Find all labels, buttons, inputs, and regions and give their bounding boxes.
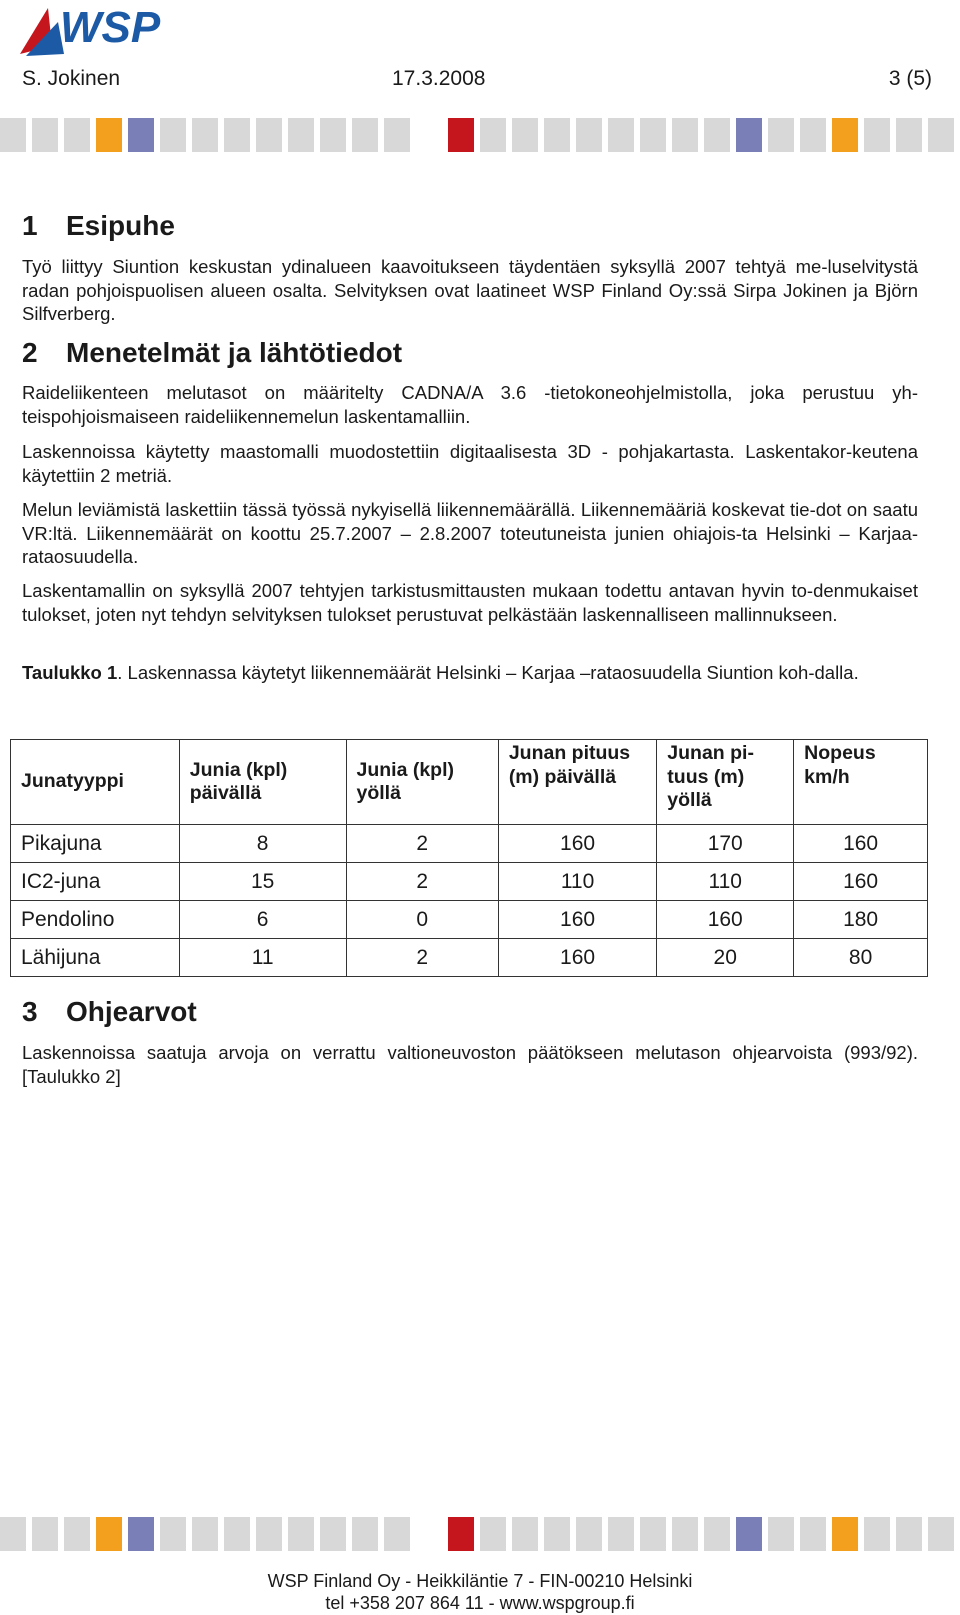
table-cell: 15	[179, 863, 346, 901]
section-2-paragraph-3: Melun leviämistä laskettiin tässä työssä nykyisellä liikennemäärällä. Liikennemääriä koskevat tie-dot on saatu VR:ltä. Liikennemäärät on koottu 25.7.2007 – 2.8.2007 toteutuneista junien ohiajois-ta Helsinki – Karjaa-rataosuudella.	[22, 499, 918, 567]
table-cell: IC2-juna	[11, 863, 180, 901]
table-header-cell: Nopeus km/h	[794, 740, 928, 825]
header-page-number: 3 (5)	[888, 67, 932, 90]
table-cell: 180	[794, 901, 928, 939]
table-header-cell: Junan pi-tuus (m) yöllä	[657, 740, 794, 825]
section-1-heading	[22, 210, 175, 242]
section-3-paragraph: Laskennoissa saatuja arvoja on verrattu valtioneuvoston päätökseen melutason ohjearvoista (993/92). [Taulukko 2]	[22, 1042, 918, 1087]
table-caption-label: Taulukko 1	[22, 662, 118, 683]
wsp-logo	[18, 2, 198, 60]
header-date: 17.3.2008	[392, 67, 486, 90]
decorative-stripe-top	[0, 118, 960, 152]
table-cell: Pikajuna	[11, 825, 180, 863]
table-cell: Lähijuna	[11, 939, 180, 977]
table-cell: 110	[498, 863, 656, 901]
table-cell: 160	[498, 939, 656, 977]
table-cell: 6	[179, 901, 346, 939]
section-2-title: Menetelmät ja lähtötiedot	[66, 337, 403, 368]
decorative-stripe-bottom	[0, 1517, 960, 1551]
traffic-volume-table	[10, 739, 928, 977]
table-header-cell: Junia (kpl) päivällä	[179, 740, 346, 825]
table-cell: 2	[346, 825, 498, 863]
table-header-row	[11, 740, 928, 825]
table-cell: 170	[657, 825, 794, 863]
header-author: S. Jokinen	[22, 67, 121, 90]
section-1-paragraph: Työ liittyy Siuntion keskustan ydinalueen kaavoitukseen täydentäen syksyllä 2007 tehtyä me-luselvitystä radan pohjoispuolisen alueen osalta. Selvityksen ovat laatineet WSP Finland Oy:ssä Sirpa Jokinen ja Björn Silfverberg.	[22, 256, 918, 324]
section-2-paragraph-1: Raideliikenteen melutasot on määritelty CADNA/A 3.6 -tietokoneohjelmistolla, joka perustuu yh-teispohjoismaiseen raideliikennemelun laskentamalliin.	[22, 382, 918, 427]
table-header-cell: Junia (kpl) yöllä	[346, 740, 498, 825]
section-1-number: 1	[22, 210, 38, 241]
section-3-title: Ohjearvot	[66, 996, 197, 1027]
table-row	[11, 863, 928, 901]
table-header-cell: Junan pituus (m) päivällä	[498, 740, 656, 825]
table-cell: 2	[346, 863, 498, 901]
table-cell: 0	[346, 901, 498, 939]
footer-address: WSP Finland Oy - Heikkiläntie 7 - FIN-00210 Helsinki	[267, 1571, 693, 1591]
table-cell: 8	[179, 825, 346, 863]
section-1-title: Esipuhe	[66, 210, 175, 241]
table-cell: 11	[179, 939, 346, 977]
table-cell: 2	[346, 939, 498, 977]
table-row	[11, 939, 928, 977]
table-caption-text: . Laskennassa käytetyt liikennemäärät Helsinki – Karjaa –rataosuudella Siuntion koh-dalla.	[117, 662, 859, 683]
table-cell: 160	[498, 825, 656, 863]
logo-text: WSP	[60, 3, 161, 52]
section-2-paragraph-4: Laskentamallin on syksyllä 2007 tehtyjen tarkistusmittausten mukaan todettu antavan hyvin to-denmukaiset tulokset, joten nyt tehdyn selvityksen tulokset perustuvat pelkästään laskennalliseen mallinnukseen.	[22, 580, 918, 625]
section-2-number: 2	[22, 337, 38, 368]
table-cell: 160	[498, 901, 656, 939]
table-row	[11, 825, 928, 863]
table-cell: 160	[657, 901, 794, 939]
table-cell: 80	[794, 939, 928, 977]
section-3-number: 3	[22, 996, 38, 1027]
table-cell: 160	[794, 863, 928, 901]
table-header-cell: Junatyyppi	[11, 740, 180, 825]
table-cell: 160	[794, 825, 928, 863]
section-2-paragraph-2: Laskennoissa käytetty maastomalli muodostettiin digitaalisesta 3D - pohjakartasta. Laskentakor-keutena käytettiin 2 metriä.	[22, 441, 918, 486]
footer-contact: tel +358 207 864 11 - www.wspgroup.fi	[325, 1593, 635, 1613]
table-cell: 110	[657, 863, 794, 901]
table-row	[11, 901, 928, 939]
table-cell: 20	[657, 939, 794, 977]
section-2-heading	[22, 337, 402, 369]
section-3-heading	[22, 996, 197, 1028]
table-cell: Pendolino	[11, 901, 180, 939]
table-caption	[22, 661, 918, 685]
